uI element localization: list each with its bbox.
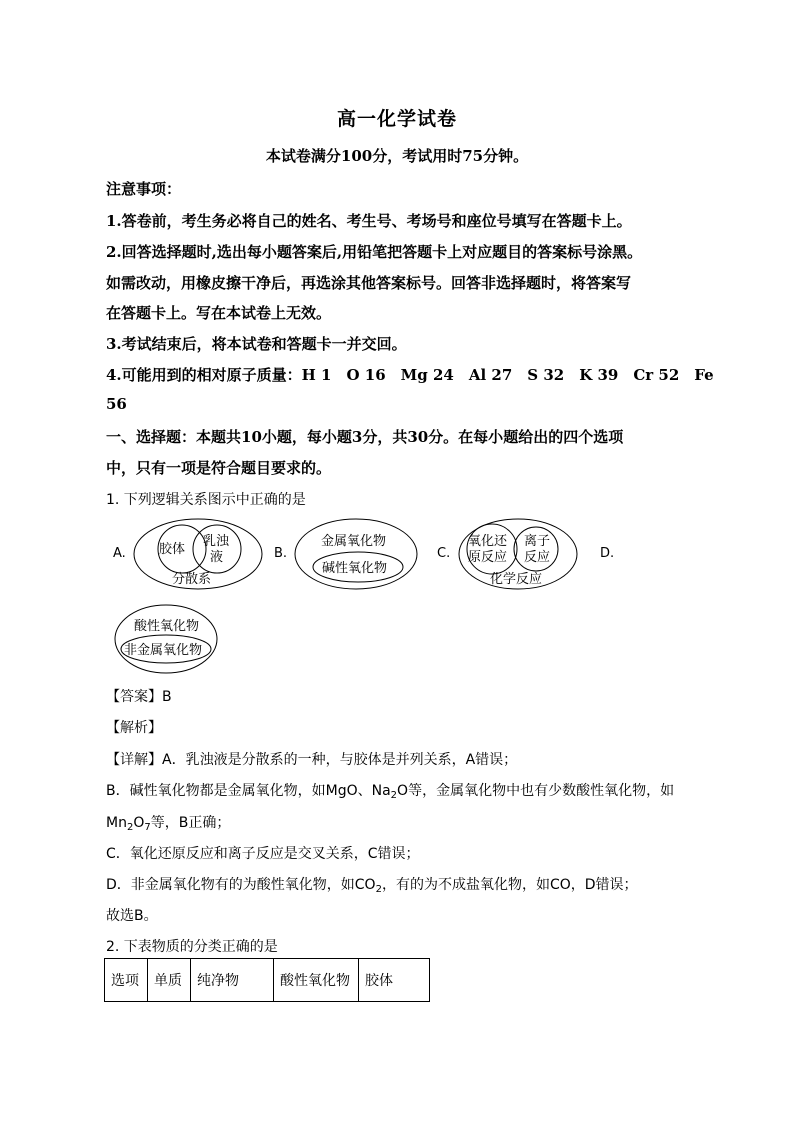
notice-line-3: 3.考试结束后，将本试卷和答题卡一并交回。 [106, 335, 407, 353]
notice-line-2b: 如需改动，用橡皮擦干净后，再选涂其他答案标号。回答非选择题时，将答案写 [106, 274, 632, 292]
option-b-label: B. [274, 546, 288, 561]
notice-line-2a: 2.回答选择题时,选出每小题答案后,用铅笔把答题卡上对应题目的答案标号涂黑。 [106, 243, 643, 261]
formula-mgo: MgO [325, 783, 358, 799]
redox-label-2: 原反应 [468, 550, 508, 565]
conclusion: 故选B。 [106, 908, 158, 924]
exp-b2-end: 等，B正确； [150, 815, 231, 831]
option-c-diagram [456, 515, 586, 593]
dispersion-system-label: 分散系 [172, 572, 212, 587]
table-header-cell: 纯净物 [191, 959, 274, 1002]
page-title: 高一化学试卷 [336, 108, 457, 130]
explanation-d [106, 874, 638, 895]
answer: 【答案】B [106, 689, 172, 705]
ionic-reaction-label-1: 离子 [524, 534, 551, 549]
option-d-diagram [114, 603, 224, 677]
detail-label: 【详解】 [106, 752, 162, 768]
option-a-diagram [130, 515, 270, 593]
table-header-row [105, 959, 430, 1002]
page-subtitle: 本试卷满分100分，考试用时75分钟。 [265, 147, 529, 165]
table-header-cell: 胶体 [359, 959, 430, 1002]
formula-mn2o7-sub-2: 7 [144, 822, 151, 833]
question-1-stem: 1. 下列逻辑关系图示中正确的是 [106, 492, 306, 508]
metal-oxide-label: 金属氧化物 [321, 534, 387, 549]
explanation-b-line-2 [106, 812, 230, 833]
exp-b-start: B．碱性氧化物都是金属氧化物，如 [106, 783, 326, 799]
analysis-heading: 【解析】 [106, 720, 162, 736]
classification-table [104, 958, 430, 1002]
explanation-b-line-1 [106, 780, 674, 801]
option-b-diagram [292, 515, 422, 593]
emulsion-circle [193, 525, 241, 573]
formula-mn2o7-mn: Mn [106, 815, 127, 831]
redox-circle [467, 524, 517, 574]
emulsion-label-2: 液 [210, 550, 224, 565]
notice-line-2c: 在答题卡上。写在本试卷上无效。 [106, 304, 332, 322]
option-c-label: C. [437, 546, 451, 561]
acidic-oxide-label: 酸性氧化物 [134, 619, 200, 634]
nonmetal-oxide-label: 非金属氧化物 [124, 643, 203, 658]
colloid-label: 胶体 [159, 542, 186, 557]
explanation-a [106, 749, 517, 769]
option-a-label: A. [113, 546, 126, 561]
option-d-label: D. [600, 546, 615, 561]
basic-oxide-label: 碱性氧化物 [322, 561, 388, 576]
table-header-cell: 单质 [148, 959, 191, 1002]
chemical-reaction-label: 化学反应 [490, 572, 543, 587]
redox-label-1: 氧化还 [468, 534, 508, 549]
formula-co: CO [549, 877, 571, 893]
metal-oxide-ellipse [295, 519, 417, 589]
explanation-a-text: A．乳浊液是分散系的一种，与胶体是并列关系，A错误； [162, 752, 518, 768]
formula-na2o-sub: 2 [390, 790, 398, 801]
formula-co2-sub: 2 [375, 884, 382, 895]
exp-b-end: 等，金属氧化物中也有少数酸性氧化物，如 [408, 783, 675, 799]
emulsion-label-1: 乳浊 [203, 534, 230, 549]
formula-mn2o7-sub-1: 2 [126, 822, 134, 833]
section-1-line-1: 一、选择题：本题共10小题，每小题3分，共30分。在每小题给出的四个选项 [106, 428, 624, 446]
notice-line-4a: 4.可能用到的相对原子质量：H 1 O 16 Mg 24 Al 27 S 32 K 39 Cr 52 Fe [106, 366, 714, 384]
exp-d-start: D．非金属氧化物有的为酸性氧化物，如 [106, 877, 355, 893]
notice-line-1: 1.答卷前，考生务必将自己的姓名、考生号、考场号和座位号填写在答题卡上。 [106, 212, 632, 230]
question-2-stem: 2. 下表物质的分类正确的是 [106, 939, 278, 955]
formula-co2: CO [354, 877, 376, 893]
exp-d-mid: ，有的为不成盐氧化物，如 [381, 877, 550, 893]
formula-na2o-o: O [397, 783, 409, 799]
exp-b-sep: 、 [357, 783, 372, 799]
table-header-cell: 选项 [105, 959, 148, 1002]
ionic-reaction-label-2: 反应 [524, 550, 551, 565]
formula-mn2o7-o: O [133, 815, 145, 831]
exp-d-end: ，D错误； [570, 877, 638, 893]
notice-heading: 注意事项： [106, 180, 182, 198]
table-header-cell: 酸性氧化物 [274, 959, 359, 1002]
notice-line-4b: 56 [106, 395, 127, 413]
explanation-c: C．氧化还原反应和离子反应是交叉关系，C错误； [106, 846, 420, 862]
formula-na2o-na: Na [371, 783, 391, 799]
section-1-line-2: 中，只有一项是符合题目要求的。 [106, 459, 332, 477]
